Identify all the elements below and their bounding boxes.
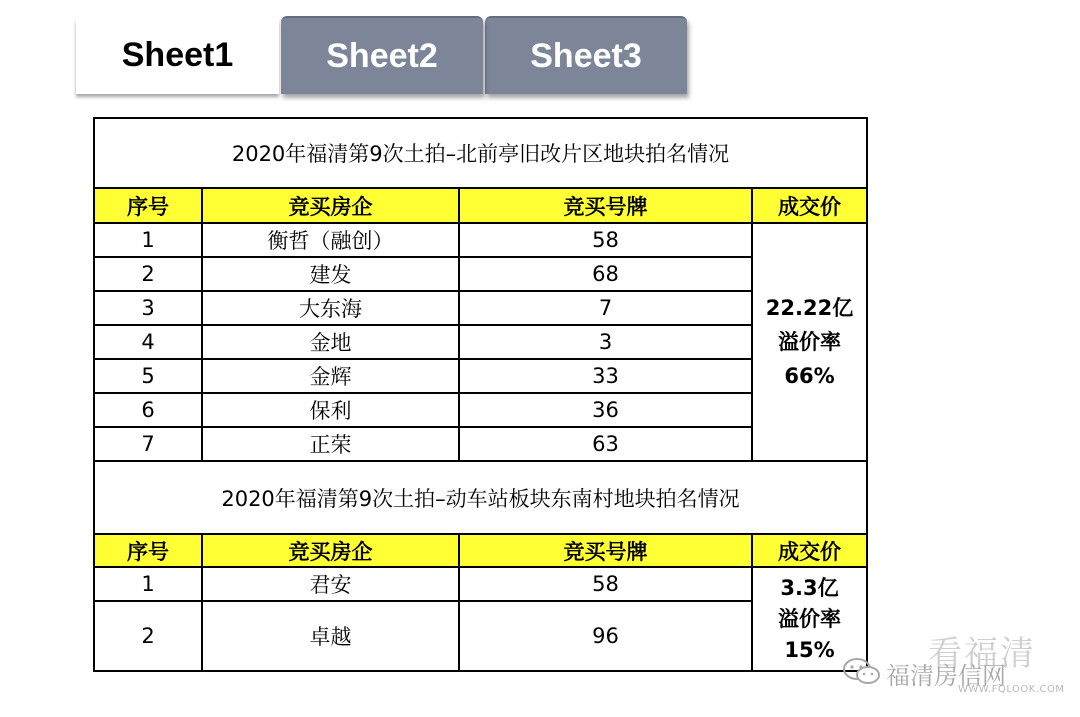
table-row bbox=[94, 291, 867, 325]
cell-plate[interactable]: 33 bbox=[459, 359, 752, 393]
sheet-tabs bbox=[76, 16, 696, 96]
header-plate: 竞买号牌 bbox=[459, 188, 752, 223]
section-title-beiqianting: 2020年福清第9次土拍–北前亭旧改片区地块拍名情况 bbox=[94, 118, 867, 188]
header-price: 成交价 bbox=[752, 188, 867, 223]
premium-rate: 66% bbox=[784, 364, 835, 388]
cell-company[interactable]: 卓越 bbox=[202, 601, 459, 671]
deal-amount: 22.22亿 bbox=[765, 296, 854, 320]
cell-company[interactable]: 大东海 bbox=[202, 291, 459, 325]
header-company: 竞买房企 bbox=[202, 534, 459, 567]
table-row bbox=[94, 223, 867, 257]
table-row bbox=[94, 567, 867, 601]
cell-no[interactable]: 5 bbox=[94, 359, 202, 393]
cell-company[interactable]: 金辉 bbox=[202, 359, 459, 393]
table-row bbox=[94, 359, 867, 393]
header-no: 序号 bbox=[94, 534, 202, 567]
tab-sheet1[interactable]: Sheet1 bbox=[76, 16, 279, 94]
header-plate: 竞买号牌 bbox=[459, 534, 752, 567]
tab-sheet2[interactable]: Sheet2 bbox=[281, 16, 483, 94]
tab-sheet3[interactable]: Sheet3 bbox=[485, 16, 687, 94]
cell-no[interactable]: 3 bbox=[94, 291, 202, 325]
cell-no[interactable]: 4 bbox=[94, 325, 202, 359]
cell-no[interactable]: 1 bbox=[94, 567, 202, 601]
cell-plate[interactable]: 58 bbox=[459, 223, 752, 257]
premium-rate: 15% bbox=[784, 637, 835, 662]
table-row bbox=[94, 257, 867, 291]
cell-plate[interactable]: 68 bbox=[459, 257, 752, 291]
auction-table bbox=[93, 117, 868, 672]
header-price: 成交价 bbox=[752, 534, 867, 567]
premium-label: 溢价率 bbox=[778, 606, 841, 631]
cell-no[interactable]: 2 bbox=[94, 601, 202, 671]
cell-no[interactable]: 1 bbox=[94, 223, 202, 257]
watermark-logo-text: 看福清 bbox=[928, 634, 1036, 674]
deal-amount: 3.3亿 bbox=[780, 575, 839, 600]
cell-plate[interactable]: 3 bbox=[459, 325, 752, 359]
cell-plate[interactable]: 63 bbox=[459, 427, 752, 461]
table-row bbox=[94, 427, 867, 461]
cell-company[interactable]: 金地 bbox=[202, 325, 459, 359]
cell-company[interactable]: 君安 bbox=[202, 567, 459, 601]
table-row bbox=[94, 393, 867, 427]
table-row bbox=[94, 601, 867, 671]
cell-plate[interactable]: 58 bbox=[459, 567, 752, 601]
cell-no[interactable]: 2 bbox=[94, 257, 202, 291]
spreadsheet bbox=[93, 117, 866, 672]
cell-company[interactable]: 保利 bbox=[202, 393, 459, 427]
cell-plate[interactable]: 7 bbox=[459, 291, 752, 325]
watermark-name: 福清房信网 bbox=[886, 662, 1006, 690]
cell-no[interactable]: 7 bbox=[94, 427, 202, 461]
premium-label: 溢价率 bbox=[778, 330, 841, 354]
table-row bbox=[94, 325, 867, 359]
cell-no[interactable]: 6 bbox=[94, 393, 202, 427]
cell-company[interactable]: 建发 bbox=[202, 257, 459, 291]
watermark bbox=[838, 626, 1068, 706]
cell-deal-price[interactable] bbox=[752, 567, 867, 671]
cell-plate[interactable]: 36 bbox=[459, 393, 752, 427]
cell-plate[interactable]: 96 bbox=[459, 601, 752, 671]
cell-company[interactable]: 衡哲（融创） bbox=[202, 223, 459, 257]
cell-deal-price[interactable] bbox=[752, 223, 867, 461]
header-no: 序号 bbox=[94, 188, 202, 223]
header-company: 竞买房企 bbox=[202, 188, 459, 223]
section-title-dongnancun: 2020年福清第9次土拍–动车站板块东南村地块拍名情况 bbox=[94, 461, 867, 534]
watermark-url: WWW.FQLOOK.COM bbox=[958, 684, 1065, 695]
cell-company[interactable]: 正荣 bbox=[202, 427, 459, 461]
